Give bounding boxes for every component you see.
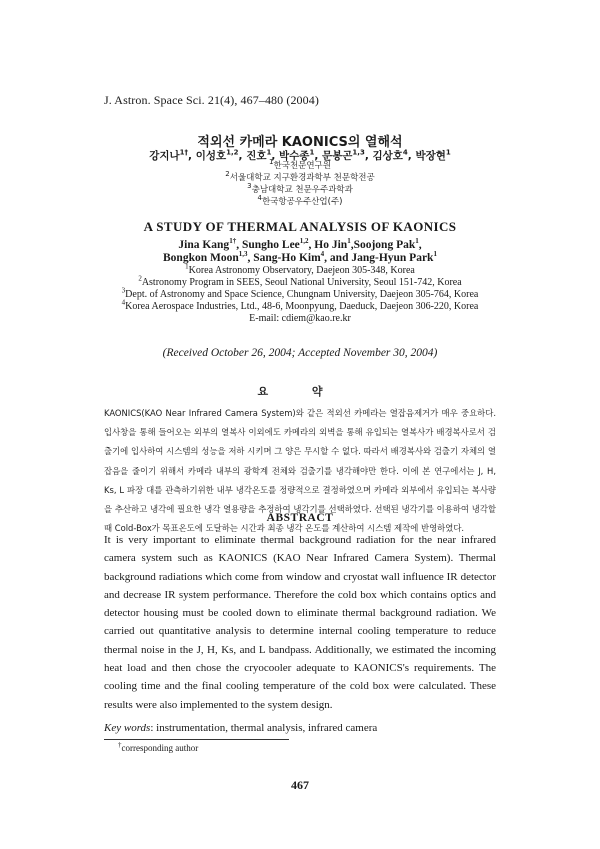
english-authors-line-1: Jina Kang$^{1\dagger}$, Sungho Lee$^{1,2}$, Ho Jin$^1$,Soojong Pak$^1$, <box>178 237 422 251</box>
korean-author: 강지나$^{1\dagger}$ <box>149 148 189 162</box>
korean-author: 박장현$^1$ <box>415 148 451 162</box>
abstract-heading: ABSTRACT <box>266 512 334 524</box>
email: E-mail: cdiem@kao.re.kr <box>249 313 351 324</box>
english-title: A STUDY OF THERMAL ANALYSIS OF KAONICS <box>143 219 457 234</box>
english-affiliation: $^3$Dept. of Astronomy and Space Science, Chungnam University, Daejeon 305-764, Korea <box>121 286 479 300</box>
korean-abstract-heading: 요 약 <box>257 385 343 398</box>
received-dates: (Received October 26, 2004; Accepted November 30, 2004) <box>162 347 438 359</box>
keywords <box>104 722 377 734</box>
english-author: Jang-Hyun Park$^1$ <box>351 250 437 264</box>
english-abstract: It is very important to eliminate thermal background radiation for the near infrared camera system such as KAONICS (KAO Near Infrared Camera System). Thermal background radiations which come from window and cryostat wall influence IR detector and decrease IR system performance. Therefore the cold box which contains optics and detector housing must be cooled down to eliminate thermal background radiation. We carried out quantitative analysis to determine internal cooling temperature to reduce thermal noise in the J, H, Ks, and L bandpass. Additionally, we estimated the incoming heat load and then chose the cryocooler adequate to KAONICS's requirements. The cooling time and the final cooling temperature of the cold box were calculated. These results were also implemented to the system design. <box>104 534 496 711</box>
footnote: †corresponding author <box>118 741 199 753</box>
korean-affiliation: $^2$서울대학교 지구환경과학부 천문학전공 <box>225 170 375 183</box>
journal-citation: J. Astron. Space Sci. 21(4), 467–480 (2004) <box>104 93 319 107</box>
english-author: Jina Kang$^{1\dagger}$ <box>178 237 237 251</box>
english-affiliation: $^4$Korea Aerospace Industries, Ltd., 48-6, Moonpyung, Daeduck, Daejeon 306-220, Korea <box>121 298 479 312</box>
page-number: 467 <box>291 778 309 792</box>
korean-abstract: KAONICS(KAO Near Infrared Camera System)와 같은 적외선 카메라는 열잡음제거가 매우 중요하다. 입사창을 통해 들어오는 외부의 열복사 이외에도 카메라의 외벽을 통해 유입되는 열복사가 배경복사로서 검출기에 입사하여 시스템의 성능을 저하 시키며 그 양은 무시할 수 없다. 따라서 배경복사와 검출기 자체의 열잡음을 줄이기 위해서 카메라 내부의 광학계 전체와 검출기를 냉각해야만 한다. 이에 본 연구에서는 J, H, Ks, L 파장 대를 관측하기위한 내부 냉각온도를 정량적으로 결정하였으며 카메라 외부에서 유입되는 복사량을 추산하고 냉각에 필요한 냉각 열용량을 추정하여 냉각기를 선택하였다. 선택된 냉각기를 이용하여 냉각할 때 Cold-Box가 목표온도에 도달하는 시간과 최종 냉각 온도를 계산하여 시스템 제작에 반영하였다. <box>104 408 496 534</box>
korean-author: 진호$^1$ <box>246 148 272 162</box>
korean-affiliation: $^3$충남대학교 천문우주과학과 <box>247 182 353 195</box>
keywords-label: Key words <box>104 722 151 734</box>
english-author: Soojong Pak$^1$ <box>353 237 419 251</box>
korean-author: 이성호$^{1,2}$ <box>195 148 239 162</box>
english-author: Ho Jin$^1$ <box>314 237 351 251</box>
english-author: Sungho Lee$^{1,2}$ <box>241 237 309 251</box>
korean-author: 박수종$^1$ <box>279 148 315 162</box>
footnote-rule <box>104 739 289 740</box>
english-authors-line-2: Bongkon Moon$^{1,3}$, Sang-Ho Kim$^4$, and Jang-Hyun Park$^1$ <box>163 250 437 264</box>
korean-affiliation: $^4$한국항공우주산업(주) <box>257 194 343 207</box>
english-affiliation: $^1$Korea Astronomy Observatory, Daejeon 305-348, Korea <box>185 262 415 276</box>
korean-affiliation: $^1$한국천문연구원 <box>269 158 331 171</box>
keywords-text: : instrumentation, thermal analysis, infrared camera <box>150 722 378 734</box>
korean-authors: 강지나$^{1\dagger}$, 이성호$^{1,2}$, 진호$^1$, 박수종$^1$, 문봉곤$^{1,3}$, 김상호$^4$, 박장현$^1$ <box>149 148 451 162</box>
korean-author: 문봉곤$^{1,3}$ <box>321 148 365 162</box>
korean-title: 적외선 카메라 KAONICS의 열해석 <box>197 135 403 150</box>
english-author: Sang-Ho Kim$^4$ <box>253 250 325 264</box>
english-affiliation: $^2$Astronomy Program in SEES, Seoul National University, Seoul 151-742, Korea <box>138 274 462 288</box>
korean-author: 김상호$^4$ <box>372 148 408 162</box>
english-author: Bongkon Moon$^{1,3}$ <box>163 250 248 264</box>
